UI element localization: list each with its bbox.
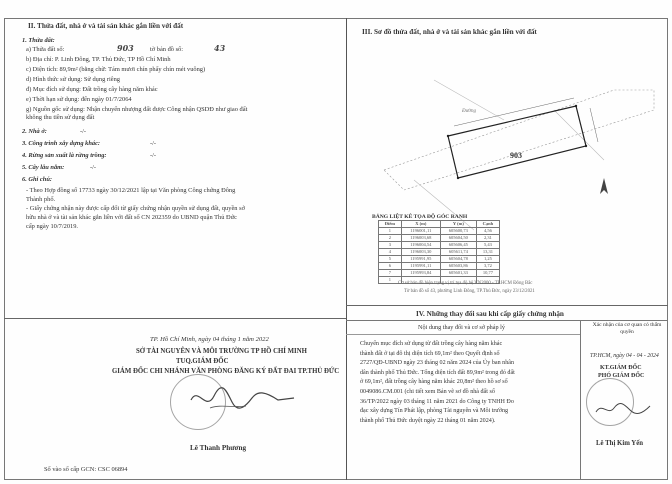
change-text-line: đạc xây dựng Tín Phát lập, phòng Tài nguyên và Môi trường	[360, 408, 509, 415]
neighbour-boundary	[414, 80, 604, 230]
change-text-line: 2727/QĐ-UBND ngày 23 tháng 02 năm 2024 của Ủy ban nhân	[360, 360, 515, 367]
coords-row	[379, 256, 500, 263]
coords-cell: 3,72	[476, 263, 499, 270]
map-sheet-label: tờ bản đồ số:	[150, 46, 184, 53]
coords-cell: 1	[379, 228, 402, 235]
parcel-903-outline	[448, 106, 586, 178]
coords-header: X (m)	[401, 221, 440, 228]
change-text-line: ở 69,1m², đất trồng cây hàng năm khác 20,8m² theo hồ sơ số	[360, 379, 508, 386]
changes-column-divider	[580, 320, 581, 480]
use-form: d) Hình thức sử dụng: Sử dụng riêng	[26, 76, 120, 83]
coords-cell: 2,31	[476, 235, 499, 242]
coords-row	[379, 249, 500, 256]
coords-header: Điểm	[379, 221, 402, 228]
coords-row	[379, 270, 500, 277]
coords-cell: 1196001,11	[401, 228, 440, 235]
coords-cell: 605606,45	[440, 242, 476, 249]
item6-title: 6. Ghi chú:	[22, 176, 53, 183]
map-sheet-number: 43	[214, 43, 226, 53]
coords-cell: 4	[379, 249, 402, 256]
change-text-line: 36/TP/2022 ngày 03 tháng 11 năm 2021 do Công ty TNHH Đo	[360, 398, 514, 405]
note-line4: hữu nhà ở và tài sản khác gắn liền với đất số CN 202359 do UBND quận Thủ Đức	[26, 214, 237, 221]
change-text-line: thành phố Thủ Đức duyệt ngày 22 tháng 01 năm 2024).	[360, 417, 496, 424]
item2-value: -/-	[80, 128, 87, 135]
confirm-signer: Lê Thị Kim Yến	[596, 440, 644, 447]
coords-row	[379, 228, 500, 235]
coords-cell: 13,31	[476, 249, 499, 256]
road-label: Đường	[462, 109, 477, 114]
coords-cell: 605603,86	[440, 263, 476, 270]
section-iv-title: IV. Những thay đổi sau khi cấp giấy chứng nhận	[416, 310, 564, 318]
coords-row	[379, 242, 500, 249]
changes-header-line	[346, 320, 668, 321]
item2-title: 2. Nhà ở:	[22, 128, 47, 135]
coords-row	[379, 263, 500, 270]
coords-header: Cạnh	[476, 221, 499, 228]
coords-header-row	[379, 221, 500, 228]
coords-cell: 5,43	[476, 242, 499, 249]
changes-subheader-line	[346, 334, 580, 335]
coords-table	[378, 220, 500, 284]
change-text-line: 0049086.CM.001 (chi tiết xem Bản vẽ sơ đồ nhà đất số	[360, 389, 495, 395]
coords-cell: 1195993,84	[401, 270, 440, 277]
change-text-line: dân thành phố Thủ Đức. Tổng diện tích đất 89,9m² trong đó đất	[360, 369, 515, 376]
center-divider	[346, 18, 347, 480]
coords-cell: 3	[379, 242, 402, 249]
origin-line2: không thu tiền sử dụng đất	[26, 114, 95, 121]
area: c) Diện tích: 89,9m² (bằng chữ: Tám mươi chín phẩy chín mét vuông)	[26, 66, 206, 73]
coords-cell: 1196004,54	[401, 242, 440, 249]
parcel-number: 903	[117, 43, 134, 53]
note-line2: Thành phố.	[26, 196, 56, 203]
coords-cell: 1	[379, 277, 402, 284]
coords-cell: 1196003,68	[401, 235, 440, 242]
item5-title: 5. Cây lâu năm:	[22, 164, 65, 171]
coords-cell: 1196003,30	[401, 249, 440, 256]
change-text-line: Chuyển mục đích sử dụng từ đất trồng cây hàng năm khác	[360, 341, 503, 347]
coords-cell: 605601,33	[440, 270, 476, 277]
change-text-line: thành đất ở tại đô thị diện tích 69,1m² theo Quyết định số	[360, 350, 500, 357]
coords-header: Y (m)	[440, 221, 476, 228]
item1-title: 1. Thửa đất:	[22, 37, 55, 44]
note-line3: - Giấy chứng nhận này được cấp đổi từ giấy chứng nhận quyền sử dụng đất, quyền sở	[26, 205, 245, 212]
coords-cell: 5	[379, 256, 402, 263]
sign-org-line3: GIÁM ĐỐC CHI NHÁNH VĂN PHÒNG ĐĂNG KÝ ĐẤT ĐAI TP.THỦ ĐỨC	[112, 368, 340, 375]
north-arrow-icon	[600, 178, 608, 194]
item3-title: 3. Công trình xây dựng khác:	[22, 140, 101, 147]
confirm-org-line2: PHÓ GIÁM ĐỐC	[598, 373, 645, 379]
sign-org-line2: TUQ.GIÁM ĐỐC	[176, 358, 229, 365]
address: b) Địa chỉ: P. Linh Đông, TP. Thủ Đức, TP Hồ Chí Minh	[26, 56, 171, 63]
coords-cell: 4,56	[476, 228, 499, 235]
coords-row	[379, 235, 500, 242]
origin-line1: g) Nguồn gốc sử dụng: Nhận chuyển nhượng đất được Công nhận QSDĐ như giao đất	[26, 106, 248, 113]
book-number: Số vào sổ cấp GCN: CSC 06894	[44, 466, 128, 473]
coords-cell: 605604,78	[440, 256, 476, 263]
item5-value: -/-	[90, 164, 97, 171]
confirm-org-line1: KT.GIÁM ĐỐC	[600, 365, 642, 371]
section-ii-title: II. Thửa đất, nhà ở và tài sản khác gắn liền với đất	[28, 22, 184, 30]
item4-value: -/-	[150, 152, 157, 159]
road-boundary-left	[384, 90, 654, 190]
confirm-column-header: Xác nhận của cơ quan có thẩm quyền	[592, 322, 662, 335]
coords-cell: 1195991,95	[401, 256, 440, 263]
item3-value: -/-	[150, 140, 157, 147]
coords-cell: 6	[379, 263, 402, 270]
coords-cell: 2	[379, 235, 402, 242]
sign-date: TP. Hồ Chí Minh, ngày 04 tháng 1 năm 2022	[150, 336, 269, 343]
note-line5: cấp ngày 10/7/2019.	[26, 223, 79, 230]
coords-cell: 1,25	[476, 256, 499, 263]
coords-cell: 7	[379, 270, 402, 277]
note-line1: - Theo Hợp đồng số 17733 ngày 30/12/2021 lập tại Văn phòng Công chứng Đông	[26, 187, 236, 194]
signature-left	[186, 378, 306, 418]
coords-cell: 605611,74	[440, 249, 476, 256]
confirm-date: TP.HCM, ngày 04 - 04 - 2024	[590, 353, 659, 359]
parcel-label: a) Thửa đất số:	[26, 46, 65, 53]
coords-table-title: BẢNG LIỆT KÊ TỌA ĐỘ GÓC RANH	[372, 214, 468, 220]
map-note-line2: Tờ bản đồ số 43, phường Linh Đông, TP.Thủ Đức, ngày 23/12/2021	[404, 289, 535, 294]
signer-left: Lê Thanh Phương	[190, 444, 247, 452]
coords-cell: 605600,73	[440, 228, 476, 235]
parcel-map-label: 903	[510, 151, 522, 160]
changes-column-header: Nội dung thay đổi và cơ sở pháp lý	[418, 324, 505, 331]
map-note-line1: Cơ sở bản đồ hiện trạng vị trí tọa độ hệ VN2000 - TP.HCM Đông Bắc	[398, 281, 533, 286]
coords-cell: 10,77	[476, 270, 499, 277]
coords-cell: 605604,50	[440, 235, 476, 242]
section-iii-title: III. Sơ đồ thửa đất, nhà ở và tài sản khác gắn liền với đất	[362, 28, 537, 36]
term: e) Thời hạn sử dụng: đến ngày 01/7/2064	[26, 96, 132, 103]
purpose: đ) Mục đích sử dụng: Đất trồng cây hàng năm khác	[26, 86, 158, 93]
left-section-divider	[4, 318, 346, 319]
sign-org-line1: SỞ TÀI NGUYÊN VÀ MÔI TRƯỜNG TP HỒ CHÍ MINH	[136, 348, 307, 355]
dimension-marks	[454, 98, 598, 142]
signature-right	[594, 398, 654, 420]
coords-table-body	[379, 228, 500, 284]
right-section-divider	[346, 305, 668, 306]
coords-cell: 1195991,11	[401, 263, 440, 270]
item4-title: 4. Rừng sản xuất là rừng trồng:	[22, 152, 107, 159]
